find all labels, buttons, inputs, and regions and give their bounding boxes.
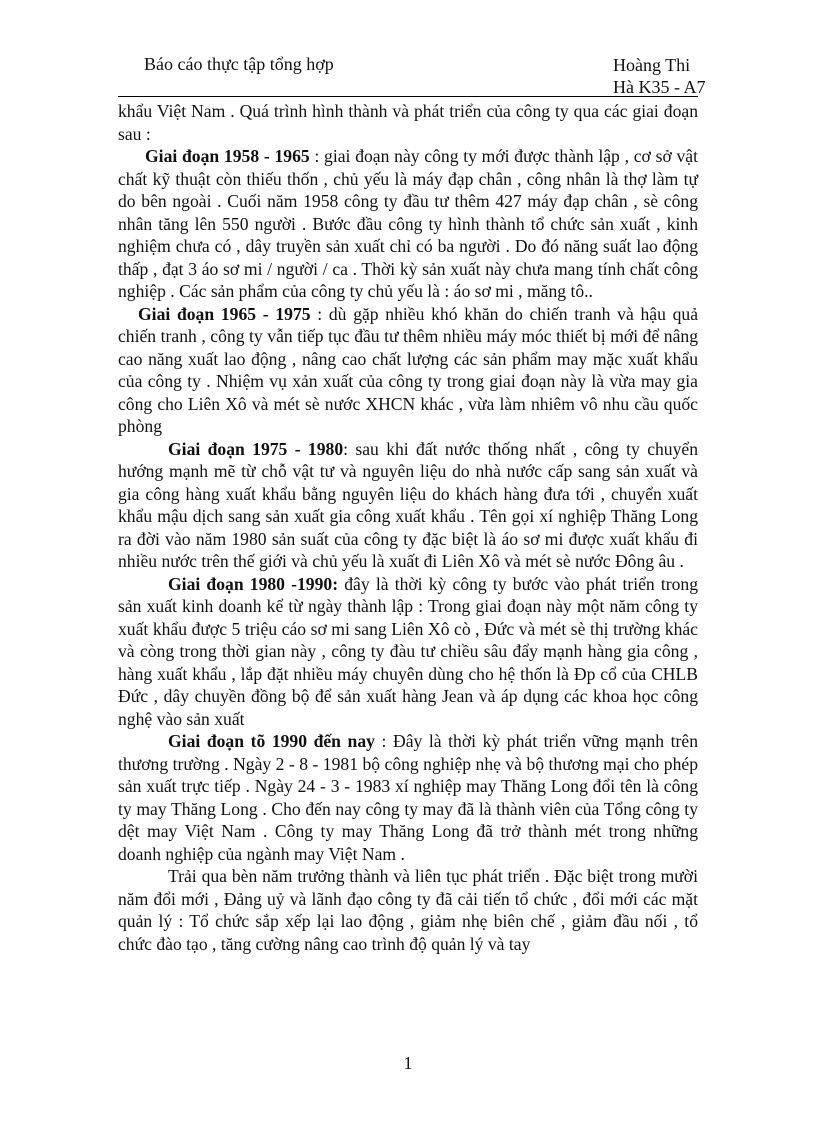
document-body xyxy=(118,100,698,955)
paragraph-text: khẩu Việt Nam . Quá trình hình thành và phát triển của công ty qua các giai đoạn sau : xyxy=(118,101,698,144)
paragraph xyxy=(118,303,698,438)
paragraph xyxy=(118,573,698,731)
paragraph-text: : dù gặp nhiều khó khăn do chiến tranh và hậu quả chiến tranh , công ty vẫn tiếp tục đầu tư thêm nhiều máy móc thiết bị mới để nâng cao năng xuất lao động , nâng cao chất lượng các sản phẩm may mặc xuất khẩu của công ty . Nhiệm vụ xản xuất của công ty trong giai đoạn này là vừa may gia công cho Liên Xô và mét sè nước XHCN khác , vừa làm nhiêm vô nhu cầu quốc phòng xyxy=(118,303,699,436)
paragraph-text: : sau khi đất nước thống nhất , công ty chuyển hướng mạnh mẽ từ chỗ vật tư và nguyên liệu do nhà nước cấp sang sản xuất và gia công hàng xuất khẩu bằng nguyên liệu do khách hàng đưa tới , chuyển xuất khẩu mậu dịch sang sản xuất gia công xuất khẩu . Tên gọi xí nghiệp Thăng Long ra đời vào năm 1980 sản suất của công ty đặc biệt là áo sơ mi được xuất khẩu đi nhiều nước trên thế giới và chủ yếu là xuất đi Liên Xô và mét sè nước Đông âu . xyxy=(118,438,699,571)
paragraph-text: Trải qua bèn năm trưởng thành và liên tục phát triển . Đặc biệt trong mười năm đổi mới , Đảng uỷ và lãnh đạo công ty đã cải tiến tổ chức , đổi mới các mặt quản lý : Tổ chức sắp xếp lại lao động , giảm nhẹ biên chế , giảm đầu nối , tổ chức đào tạo , tăng cường nâng cao trình độ quản lý và tay xyxy=(118,866,698,954)
paragraph xyxy=(118,438,698,573)
section-heading: Giai đoạn 1980 -1990: xyxy=(168,573,339,594)
page-number: 1 xyxy=(403,1053,413,1073)
section-heading: Giai đoạn 1958 - 1965 xyxy=(145,146,310,166)
section-heading: Giai đoạn 1975 - 1980 xyxy=(168,438,344,459)
paragraph-text: đây là thời kỳ công ty bước vào phát triển trong sản xuất kinh doanh kể từ ngày thành lập : Trong giai đoạn này một năm công ty xuất khẩu được 5 triệu cáo sơ mi sang Liên Xô cò , Đức và mét sè thị trường khác và còng trong thời gian này , công ty đàu tư chiều sâu đẩy mạnh hàng gia công , hàng xuất khẩu , lắp đặt nhiều máy chuyên dùng cho hệ thốn là Đp cổ của CHLB Đức , dây chuyền đồng bộ để sản xuất hàng Jean và áp dụng các khoa học công nghệ vào sản xuất xyxy=(118,573,698,729)
paragraph xyxy=(118,145,698,303)
header-divider xyxy=(118,96,698,97)
paragraph-text: : giai đoạn này công ty mới được thành lập , cơ sở vật chất kỹ thuật còn thiếu thốn , chủ yếu là máy đạp chân , công nhân là thợ làm tự do bên ngoài . Cuối năm 1958 công ty đầu tư thêm 427 máy đạp chân , sè công nhân tăng lên 550 người . Bước đầu công ty hình thành tổ chức sản xuất , kinh nghiệm chưa có , dây truyền sản xuất chỉ có ba người . Do đó năng suất lao động thấp , đạt 3 áo sơ mi / người / ca . Thời kỳ sản xuất này chưa mang tính chất công nghiệp . Các sản phẩm của công ty chủ yếu là : áo sơ mi , măng tô.. xyxy=(118,146,699,301)
section-heading: Giai đoạn tõ 1990 đến nay xyxy=(168,731,375,751)
paragraph xyxy=(118,865,698,955)
paragraph xyxy=(118,730,698,865)
header-title: Báo cáo thực tập tổng hợp xyxy=(144,54,334,74)
section-heading: Giai đoạn 1965 - 1975 xyxy=(138,303,311,324)
header-author xyxy=(613,54,706,98)
paragraph xyxy=(118,100,698,145)
header-author-line1: Hoàng Thi xyxy=(613,55,691,75)
header-author-line2: Hà K35 - A7 xyxy=(613,77,706,97)
paragraph-text: : Đây là thời kỳ phát triển vững mạnh trên thương trường . Ngày 2 - 8 - 1981 bộ công nghiệp nhẹ và bộ thương mại cho phép sản xuất trực tiếp . Ngày 24 - 3 - 1983 xí nghiệp may Thăng Long đổi tên là công ty may Thăng Long . Cho đến nay công ty may đã là thành viên của Tổng công ty dệt may Việt Nam . Công ty may Thăng Long đã trở thành mét trong những doanh nghiệp của ngành may Việt Nam . xyxy=(118,731,699,864)
